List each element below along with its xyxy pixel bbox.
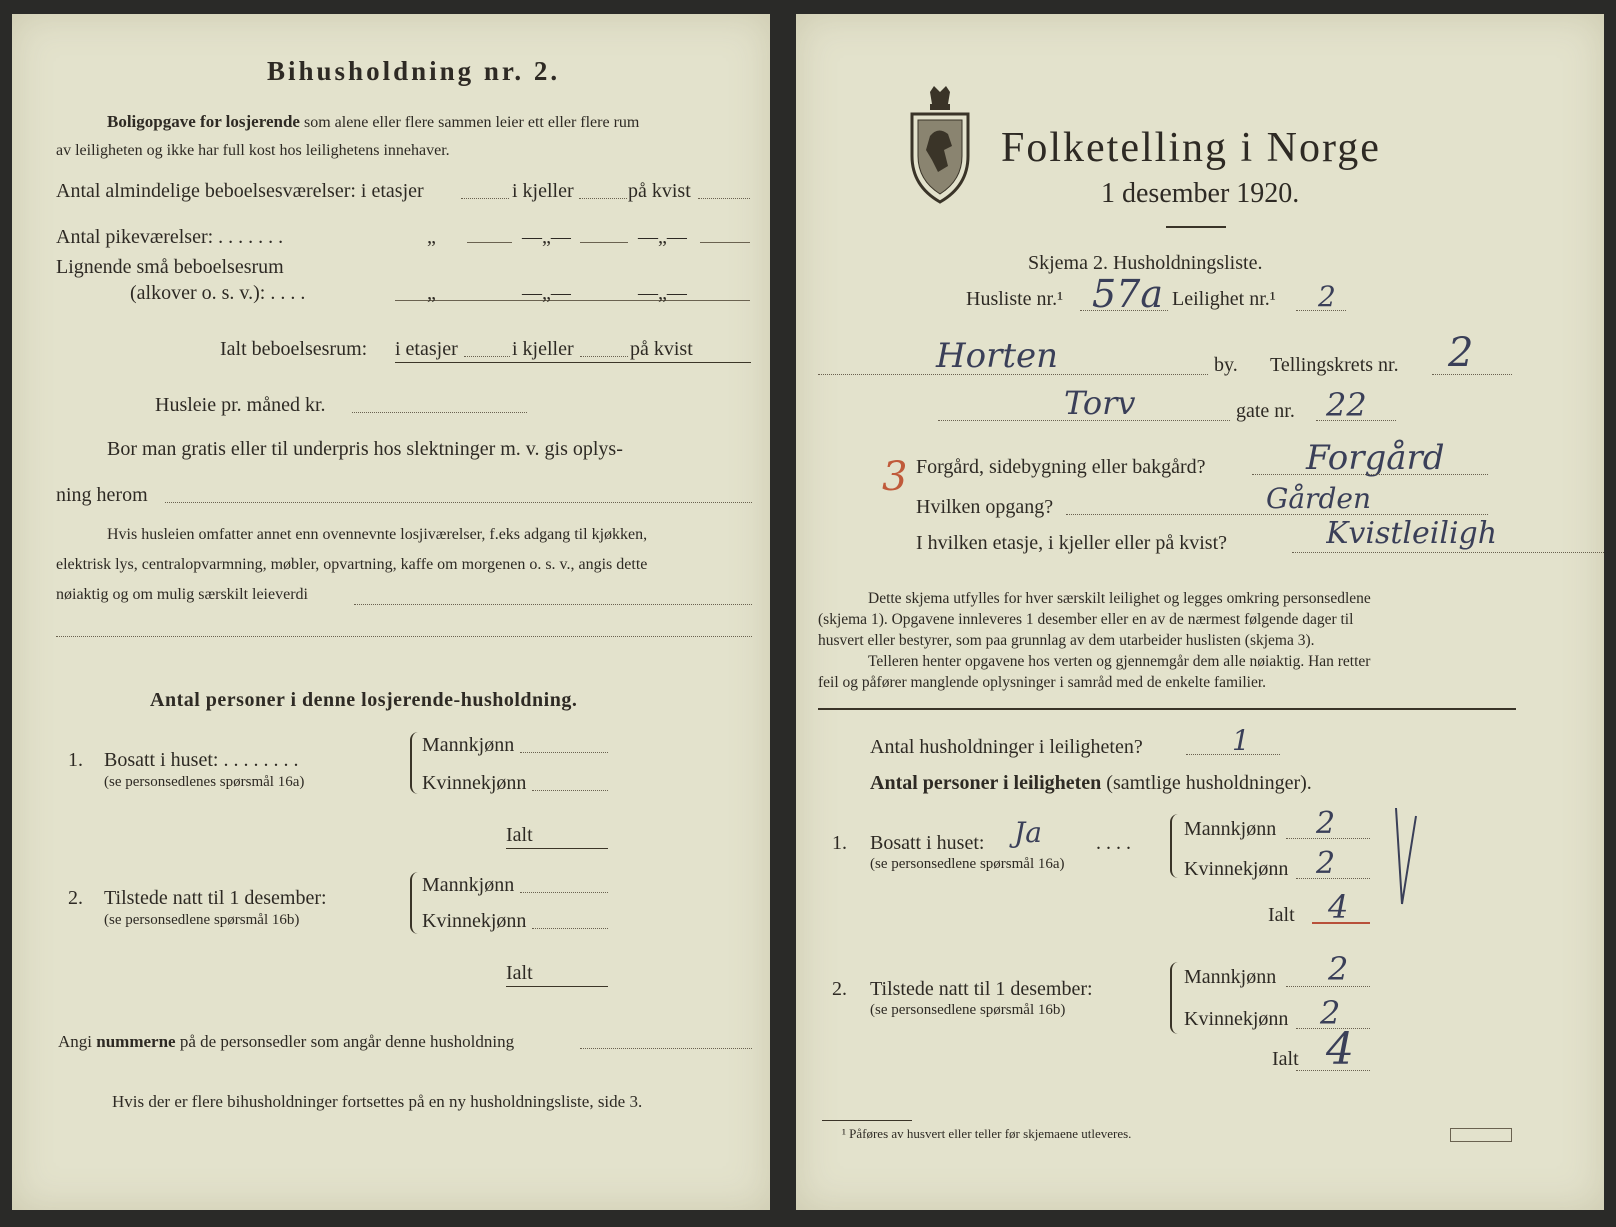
r-q1-kvinne-label: Kvinnekjønn [1184,858,1289,880]
angi-bold: nummerne [96,1032,176,1051]
r-q2-num: 2. [832,978,847,1000]
folketelling-title: Folketelling i Norge [1001,125,1381,171]
left-footer: Hvis der er flere bihusholdninger fortsettes på en ny husholdningsliste, side 3. [112,1092,643,1111]
hvis-line2: elektrisk lys, centralopvarmning, møbler, opvartning, kaffe om morgenen o. s. v., angis dette [56,556,648,573]
pike-field-1[interactable] [467,242,512,243]
instr-line5: feil og påfører manglende oplysninger i samråd med de enkelte familier. [818,674,1267,691]
q1-ialt-label: Ialt [506,824,533,846]
opgang-value[interactable]: Gården [1266,482,1371,515]
gate-nr-underline [1316,420,1396,421]
bor-line1: Bor man gratis eller til underpris hos slektninger m. v. gis oplys- [107,438,623,460]
q2-label: Tilstede natt til 1 desember: [104,887,327,909]
opgang-label: Hvilken opgang? [916,496,1054,518]
right-page [796,14,1604,1210]
forgaard-label: Forgård, sidebygning eller bakgård? [916,456,1206,478]
r-q1-sub: (se personsedlene spørsmål 16a) [870,856,1065,872]
intro-rest: som alene eller flere sammen leier ett eller flere rum [303,114,640,131]
lignende-ditto-3: —„— [638,282,687,304]
footnote-rule [822,1120,912,1121]
skjema-label: Skjema 2. Husholdningsliste. [1028,252,1263,274]
leilighet-underline [1296,310,1346,311]
persons-rest: (samtlige husholdninger). [1106,772,1312,794]
q1-brace [410,732,420,794]
rooms-kvist-label: på kvist [628,180,691,202]
rooms-etasjer-field[interactable] [461,198,509,199]
by-underline [818,374,1208,375]
hvis-field-2[interactable] [56,636,752,637]
q1-num: 1. [68,749,83,771]
q2-mann-label: Mannkjønn [422,874,515,896]
checkmark-icon [1392,804,1422,914]
intro-line2: av leiligheten og ikke har full kost hos leilighetens innehaver. [56,142,450,159]
r-q1-mann-value[interactable]: 2 [1316,806,1336,841]
hvis-line3: nøiaktig og om mulig særskilt leieverdi [56,586,308,603]
husleie-field[interactable] [352,412,527,413]
etasje-label: I hvilken etasje, i kjeller eller på kvist? [916,532,1227,554]
husholdninger-label: Antal husholdninger i leiligheten? [870,736,1143,758]
footnote: ¹ Påføres av husvert eller teller før skjemaene utleveres. [842,1126,1132,1141]
r-q1-ialt-value[interactable]: 4 [1328,888,1349,926]
ialt-kjeller-field[interactable] [580,356,628,357]
gate-label: gate nr. [1236,400,1295,422]
angi-pre: Angi [58,1032,92,1051]
instr-rule [818,708,1516,710]
persons-bold: Antal personer i leiligheten [870,772,1102,794]
husholdninger-underline [1186,754,1280,755]
q1-kvinne-field[interactable] [532,790,608,791]
forgaard-underline [1252,474,1488,475]
ialt-kjeller-label: i kjeller [512,338,574,360]
r-q2-brace [1170,962,1180,1034]
intro-text [107,112,757,132]
gate-value[interactable]: Torv [1064,384,1136,422]
bor-field[interactable] [165,502,752,503]
ialt-rooms-etasjer: i etasjer [395,338,458,360]
husholdninger-value[interactable]: 1 [1232,724,1250,757]
ialt-kvist-label: på kvist [630,338,693,360]
r-q1-mann-label: Mannkjønn [1184,818,1277,840]
opgang-underline [1066,514,1488,515]
ialt-rooms-label: Ialt beboelsesrum: [220,338,368,360]
intro-bold: Boligopgave for losjerende [107,112,300,131]
title-rule [1166,226,1226,228]
q1-mann-field[interactable] [520,752,608,753]
instr-line4: Telleren henter opgavene hos verten og gjennemgår dem alle nøiaktig. Han retter [868,653,1371,670]
r-q2-ialt-value[interactable]: 4 [1326,1024,1354,1075]
lignende-line1: Lignende små beboelsesrum [56,256,284,278]
q1-ialt-field[interactable] [506,848,608,849]
ialt-etasjer-field[interactable] [464,356,510,357]
q1-kvinne-label: Kvinnekjønn [422,772,527,794]
q2-ialt-label: Ialt [506,962,533,984]
q2-mann-field[interactable] [520,892,608,893]
pike-label: Antal pikeværelser: . . . . . . . [56,226,284,248]
etasje-value[interactable]: Kvistleiligh [1326,516,1498,551]
census-date: 1 desember 1920. [1101,178,1300,209]
bihusholdning-title: Bihusholdning nr. 2. [267,56,561,86]
r-q1-kvinne-value[interactable]: 2 [1316,846,1336,881]
pike-ditto-2: —„— [522,226,571,248]
hvis-line1: Hvis husleien omfatter annet enn ovennevnte losjiværelser, f.eks adgang til kjøkken, [107,526,648,543]
etasje-underline [1292,552,1604,553]
by-label: by. [1214,354,1238,376]
r-q2-kvinne-label: Kvinnekjønn [1184,1008,1289,1030]
krets-label: Tellingskrets nr. [1270,354,1399,376]
r-q2-ialt-underline [1296,1070,1370,1071]
lignende-ditto-1: „ [427,282,436,304]
q2-brace [410,872,420,934]
leilighet-value[interactable]: 2 [1318,280,1336,313]
pike-field-2[interactable] [580,242,628,243]
rooms-kvist-field[interactable] [698,198,750,199]
rooms-kjeller-label: i kjeller [512,180,574,202]
angi-field[interactable] [580,1048,752,1049]
left-page [12,14,770,1210]
rooms-kjeller-field[interactable] [579,198,627,199]
lignende-underline [395,300,750,301]
husliste-label: Husliste nr.¹ [966,288,1064,310]
ialt-rooms-underline [395,362,751,363]
q2-kvinne-label: Kvinnekjønn [422,910,527,932]
norway-crest-icon [908,86,972,204]
pike-ditto-1: „ [427,226,436,248]
pike-ditto-3: —„— [638,226,687,248]
instr-line1: Dette skjema utfylles for hver særskilt leilighet og legges omkring personsedlene [868,590,1371,607]
r-q1-dots: . . . . [1096,832,1131,854]
forgaard-value[interactable]: Forgård [1306,438,1445,478]
r-q1-ialt-label: Ialt [1268,904,1295,926]
hvis-field[interactable] [354,604,752,605]
r-q1-label: Bosatt i huset: [870,832,985,854]
q2-kvinne-field[interactable] [532,928,608,929]
r-q1-ialt-underline [1312,922,1370,924]
q2-num: 2. [68,887,83,909]
r-q1-mann-underline [1286,838,1370,839]
by-value[interactable]: Horten [936,336,1059,376]
r-q2-mann-label: Mannkjønn [1184,966,1277,988]
persons-heading: Antal personer i denne losjerende-husholdning. [150,689,578,711]
husliste-value[interactable]: 57a [1092,272,1164,316]
q1-label: Bosatt i huset: . . . . . . . . [104,749,299,771]
r-q2-label: Tilstede natt til 1 desember: [870,978,1093,1000]
q2-ialt-field[interactable] [506,986,608,987]
husliste-underline [1080,310,1168,311]
bor-line2: ning herom [56,484,148,506]
r-q1-hand[interactable]: Ja [1014,816,1042,849]
printer-stamp [1450,1128,1512,1142]
r-q2-kvinne-value[interactable]: 2 [1320,994,1341,1032]
gate-underline [938,420,1230,421]
r-q1-brace [1170,814,1180,878]
leilighet-label: Leilighet nr.¹ [1172,288,1276,310]
gate-nr-value[interactable]: 22 [1326,386,1367,424]
r-q2-mann-underline [1286,986,1370,987]
instr-line3: husvert eller bestyrer, som paa grunnlag av dem utarbeider huslisten (skjema 3). [818,632,1315,649]
rooms-label: Antal almindelige beboelsesværelser: i etasjer [56,180,424,202]
angi-text [58,1032,514,1052]
q1-sub: (se personsedlenes spørsmål 16a) [104,774,305,790]
r-q2-ialt-label: Ialt [1272,1048,1299,1070]
husleie-label: Husleie pr. måned kr. [155,394,326,416]
instr-line2: (skjema 1). Opgavene innleveres 1 desember eller en av de nærmest følgende dager til [818,611,1354,628]
r-q2-sub: (se personsedlene spørsmål 16b) [870,1002,1066,1018]
persons-heading-right [870,772,1312,795]
r-q1-num: 1. [832,832,847,854]
q1-mann-label: Mannkjønn [422,734,515,756]
lignende-line2: (alkover o. s. v.): . . . . [130,282,306,304]
pike-field-3[interactable] [700,242,750,243]
krets-underline [1432,374,1512,375]
margin-mark: 3 [882,454,908,500]
r-q2-mann-value[interactable]: 2 [1328,950,1349,988]
krets-value[interactable]: 2 [1448,330,1474,376]
r-q1-kvinne-underline [1296,878,1370,879]
angi-rest: på de personsedler som angår denne husholdning [179,1032,515,1051]
lignende-ditto-2: —„— [522,282,571,304]
q2-sub: (se personsedlene spørsmål 16b) [104,912,300,928]
